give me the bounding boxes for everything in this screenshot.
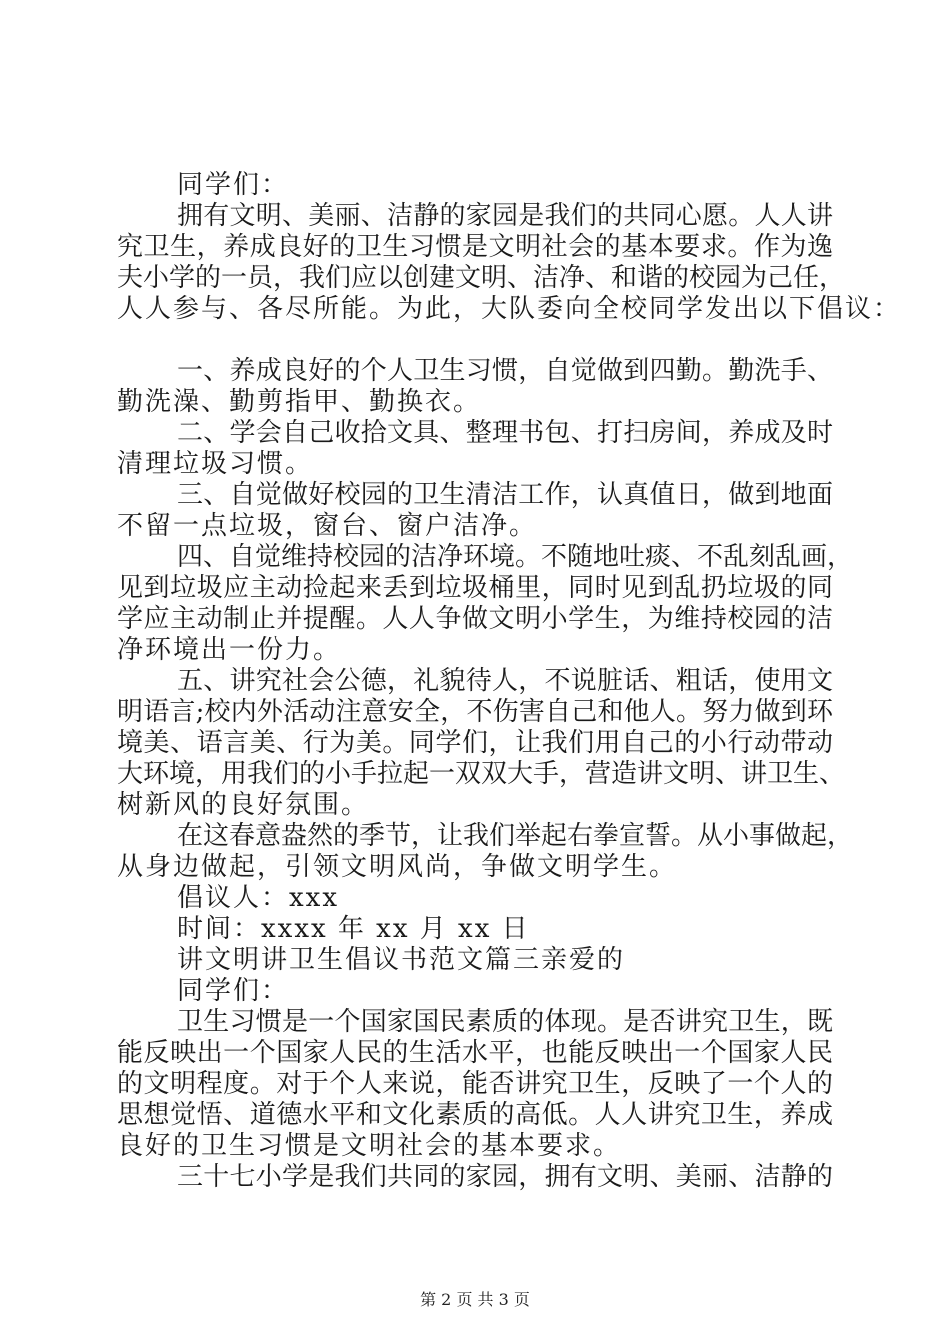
paragraph bbox=[117, 542, 854, 666]
text-line: 的文明程度。对于个人来说，能否讲究卫生，反映了一个人的 bbox=[117, 1069, 833, 1099]
text-line: 倡议人：xxx bbox=[177, 883, 339, 913]
text-line: 一、养成良好的个人卫生习惯，自觉做到四勤。勤洗手、 bbox=[177, 356, 833, 386]
text-line: 明语言;校内外活动注意安全，不伤害自己和他人。努力做到环 bbox=[117, 697, 833, 727]
page-number: 第 2 页 共 3 页 bbox=[420, 1290, 530, 1309]
paragraph bbox=[117, 666, 846, 821]
text-line: 讲文明讲卫生倡议书范文篇三亲爱的 bbox=[177, 945, 626, 975]
blank-line bbox=[117, 325, 833, 356]
paragraph bbox=[117, 418, 833, 480]
text-line: 同学们： bbox=[177, 976, 290, 1006]
page-footer bbox=[0, 1290, 950, 1310]
paragraph bbox=[117, 914, 833, 945]
text-line: 大环境，用我们的小手拉起一双双大手，营造讲文明、讲卫生、 bbox=[117, 759, 846, 789]
paragraph bbox=[117, 480, 833, 542]
text-line: 良好的卫生习惯是文明社会的基本要求。 bbox=[117, 1131, 622, 1161]
text-line: 能反映出一个国家人民的生活水平，也能反映出一个国家人民 bbox=[117, 1038, 833, 1068]
paragraph bbox=[117, 883, 833, 914]
text-line: 时间：xxxx 年 xx 月 xx 日 bbox=[177, 914, 530, 944]
paragraph bbox=[117, 1007, 833, 1162]
text-line: 不留一点垃圾，窗台、窗户洁净。 bbox=[117, 511, 538, 541]
text-line: 树新风的良好氛围。 bbox=[117, 790, 370, 820]
text-line: 勤洗澡、勤剪指甲、勤换衣。 bbox=[117, 387, 482, 417]
text-line: 同学们： bbox=[177, 170, 290, 200]
text-line: 五、讲究社会公德，礼貌待人，不说脏话、粗话，使用文 bbox=[177, 666, 833, 696]
text-line: 在这春意盎然的季节，让我们举起右拳宣誓。从小事做起， bbox=[177, 821, 854, 851]
paragraph bbox=[117, 976, 833, 1007]
paragraph bbox=[117, 1162, 833, 1193]
text-line: 拥有文明、美丽、洁静的家园是我们的共同心愿。人人讲 bbox=[177, 201, 833, 231]
paragraph bbox=[117, 170, 833, 201]
text-line: 学应主动制止并提醒。人人争做文明小学生，为维持校园的洁 bbox=[117, 604, 833, 634]
text-line: 三十七小学是我们共同的家园，拥有文明、美丽、洁静的 bbox=[177, 1162, 833, 1192]
document-body bbox=[117, 170, 902, 1193]
text-line: 从身边做起，引领文明风尚，争做文明学生。 bbox=[117, 852, 678, 882]
paragraph bbox=[117, 201, 902, 325]
text-line: 思想觉悟、道德水平和文化素质的高低。人人讲究卫生，养成 bbox=[117, 1100, 833, 1130]
paragraph bbox=[117, 821, 854, 883]
text-line: 卫生习惯是一个国家国民素质的体现。是否讲究卫生，既 bbox=[177, 1007, 833, 1037]
paragraph bbox=[117, 356, 833, 418]
text-line: 境美、语言美、行为美。同学们，让我们用自己的小行动带动 bbox=[117, 728, 833, 758]
text-line: 二、学会自己收拾文具、整理书包、打扫房间，养成及时 bbox=[177, 418, 833, 448]
text-line: 见到垃圾应主动捡起来丢到垃圾桶里，同时见到乱扔垃圾的同 bbox=[117, 573, 833, 603]
text-line: 夫小学的一员，我们应以创建文明、洁净、和谐的校园为己任， bbox=[117, 263, 846, 293]
text-line: 人人参与、各尽所能。为此，大队委向全校同学发出以下倡议： bbox=[117, 294, 902, 324]
text-line: 究卫生，养成良好的卫生习惯是文明社会的基本要求。作为逸 bbox=[117, 232, 833, 262]
paragraph bbox=[117, 945, 833, 976]
text-line: 净环境出一份力。 bbox=[117, 635, 342, 665]
text-line: 清理垃圾习惯。 bbox=[117, 449, 314, 479]
text-line: 四、自觉维持校园的洁净环境。不随地吐痰、不乱刻乱画， bbox=[177, 542, 854, 572]
text-line: 三、自觉做好校园的卫生清洁工作，认真值日，做到地面 bbox=[177, 480, 833, 510]
